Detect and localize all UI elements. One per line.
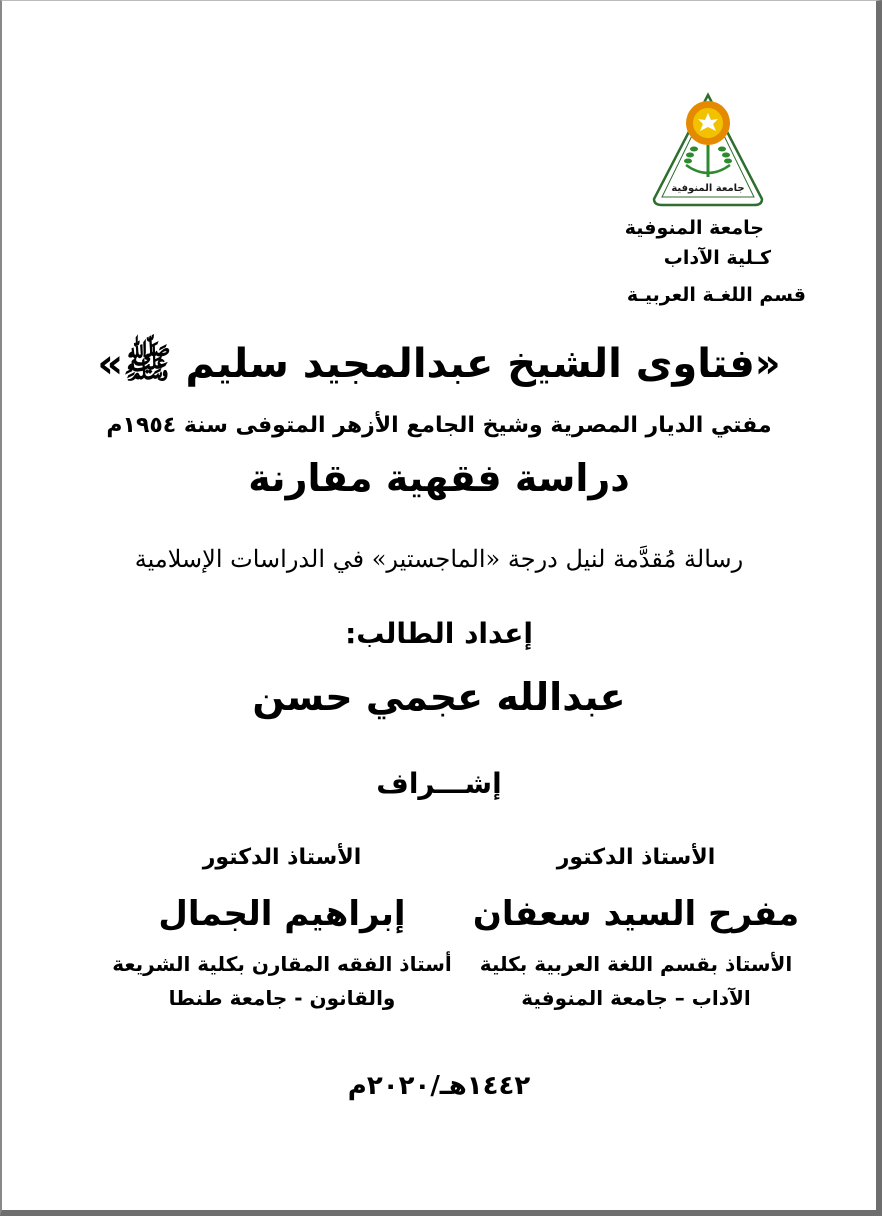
- preparation-label: إعداد الطالب:: [345, 617, 533, 650]
- university-logo-icon: [650, 91, 766, 209]
- university-name: جامعة المنوفية: [624, 217, 764, 239]
- supervisor-2-name: إبراهيم الجمال: [158, 894, 406, 934]
- university-logo: [650, 91, 766, 209]
- supervisor-2-rank: الأستاذ الدكتور: [202, 845, 362, 870]
- thesis-title: «فتاوى الشيخ عبدالمجيد سليم ﷺ»: [97, 341, 781, 387]
- thesis-subtitle: مفتي الديار المصرية وشيخ الجامع الأزهر المتوفى سنة ١٩٥٤م: [106, 413, 772, 438]
- supervisor-2-position-line2: والقانون - جامعة طنطا: [168, 986, 396, 1010]
- supervision-label: إشـــراف: [376, 767, 502, 800]
- document-page: [2, 1, 876, 1210]
- student-name: عبدالله عجمي حسن: [252, 675, 626, 719]
- document-date: ١٤٤٢هـ/٢٠٢٠م: [347, 1071, 531, 1101]
- logo-caption: جامعة المنوفية: [671, 183, 745, 194]
- supervisor-1-name: مفرح السيد سعفان: [472, 894, 800, 934]
- supervisor-2-position-line1: أستاذ الفقه المقارن بكلية الشريعة: [112, 952, 452, 976]
- supervisor-1-position-line2: الآداب – جامعة المنوفية: [521, 986, 751, 1010]
- supervisor-1-position-line1: الأستاذ بقسم اللغة العربية بكلية: [479, 952, 793, 976]
- degree-statement: رسالة مُقدَّمة لنيل درجة «الماجستير» في الدراسات الإسلامية: [134, 545, 744, 573]
- study-type: دراسة فقهية مقارنة: [248, 456, 630, 500]
- supervisor-1: [456, 841, 816, 1015]
- supervisor-1-rank: الأستاذ الدكتور: [556, 845, 716, 870]
- faculty-name: كـلية الآداب: [663, 247, 771, 269]
- department-name: قسم اللغـة العربيـة: [626, 284, 806, 306]
- supervisor-2: [102, 841, 462, 1015]
